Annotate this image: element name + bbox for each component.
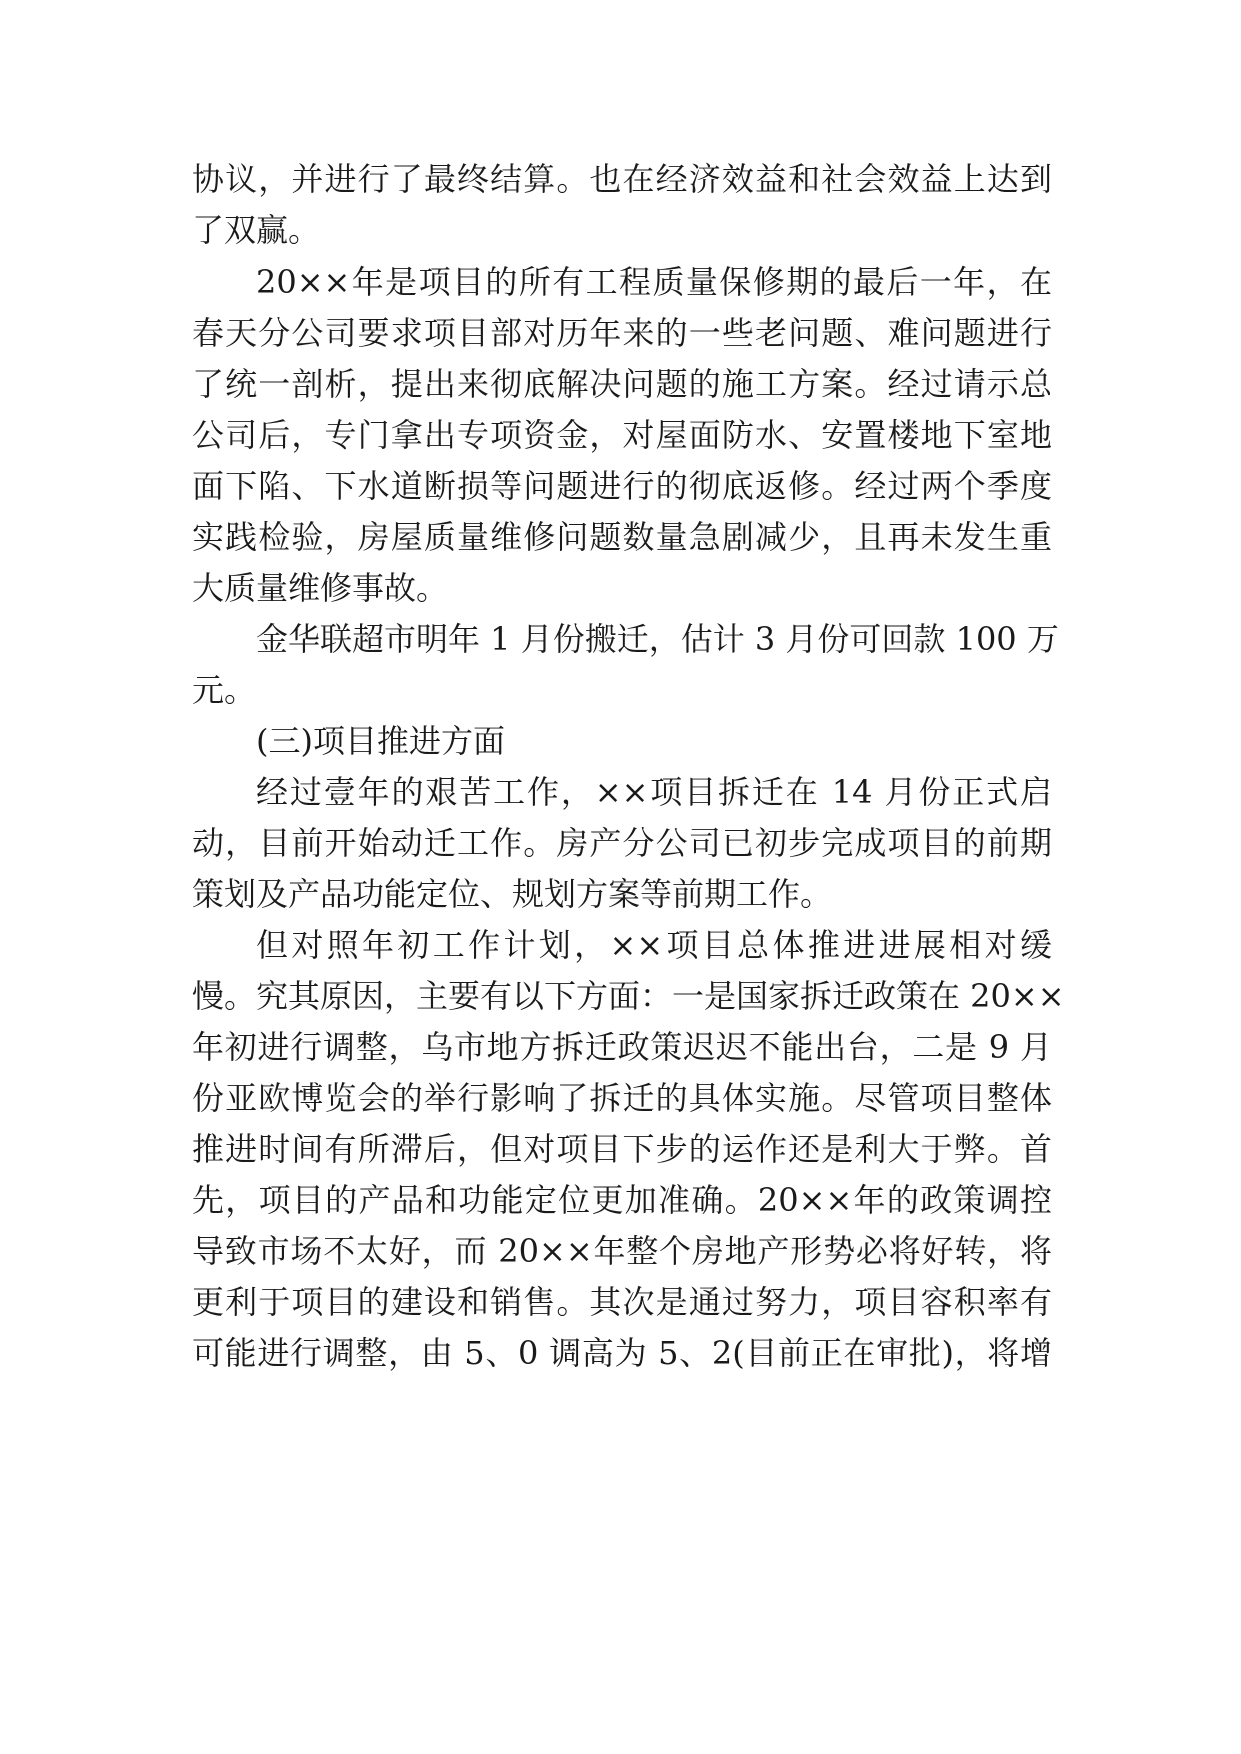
text-line: 年初进行调整，乌市地方拆迁政策迟迟不能出台，二是 9 月 (192, 1028, 1052, 1066)
text-line: 面下陷、下水道断损等问题进行的彻底返修。经过两个季度 (192, 467, 1052, 505)
text-line: 可能进行调整，由 5、0 调高为 5、2(目前正在审批)，将增 (192, 1334, 1052, 1372)
text-line: 春天分公司要求项目部对历年来的一些老问题、难问题进行 (192, 314, 1052, 352)
text-line: 实践检验，房屋质量维修问题数量急剧减少，且再未发生重 (192, 518, 1052, 556)
text-line: 慢。究其原因，主要有以下方面：一是国家拆迁政策在 20×× (192, 977, 1065, 1015)
text-line: 大质量维修事故。 (192, 569, 449, 607)
text-line: 20××年是项目的所有工程质量保修期的最后一年，在 (256, 263, 1052, 301)
text-line: 经过壹年的艰苦工作，××项目拆迁在 14 月份正式启 (256, 773, 1052, 811)
text-line: 协议，并进行了最终结算。也在经济效益和社会效益上达到 (192, 160, 1052, 198)
text-line: 了统一剖析，提出来彻底解决问题的施工方案。经过请示总 (192, 365, 1052, 403)
text-line: 份亚欧博览会的举行影响了拆迁的具体实施。尽管项目整体 (192, 1079, 1052, 1117)
text-line: 动，目前开始动迁工作。房产分公司已初步完成项目的前期 (192, 824, 1052, 862)
text-line: 公司后，专门拿出专项资金，对屋面防水、安置楼地下室地 (192, 416, 1052, 454)
text-line: 策划及产品功能定位、规划方案等前期工作。 (192, 875, 833, 913)
section-heading: (三)项目推进方面 (256, 722, 505, 760)
text-line: 元。 (192, 671, 257, 709)
text-line: 更利于项目的建设和销售。其次是通过努力，项目容积率有 (192, 1283, 1052, 1321)
text-line: 金华联超市明年 1 月份搬迁，估计 3 月份可回款 100 万 (256, 620, 1059, 658)
text-line: 但对照年初工作计划，××项目总体推进进展相对缓 (256, 926, 1052, 964)
text-line: 导致市场不太好，而 20××年整个房地产形势必将好转，将 (192, 1232, 1052, 1270)
text-line: 了双赢。 (192, 211, 321, 249)
text-line: 先，项目的产品和功能定位更加准确。20××年的政策调控 (192, 1181, 1052, 1219)
text-line: 推进时间有所滞后，但对项目下步的运作还是利大于弊。首 (192, 1130, 1052, 1168)
